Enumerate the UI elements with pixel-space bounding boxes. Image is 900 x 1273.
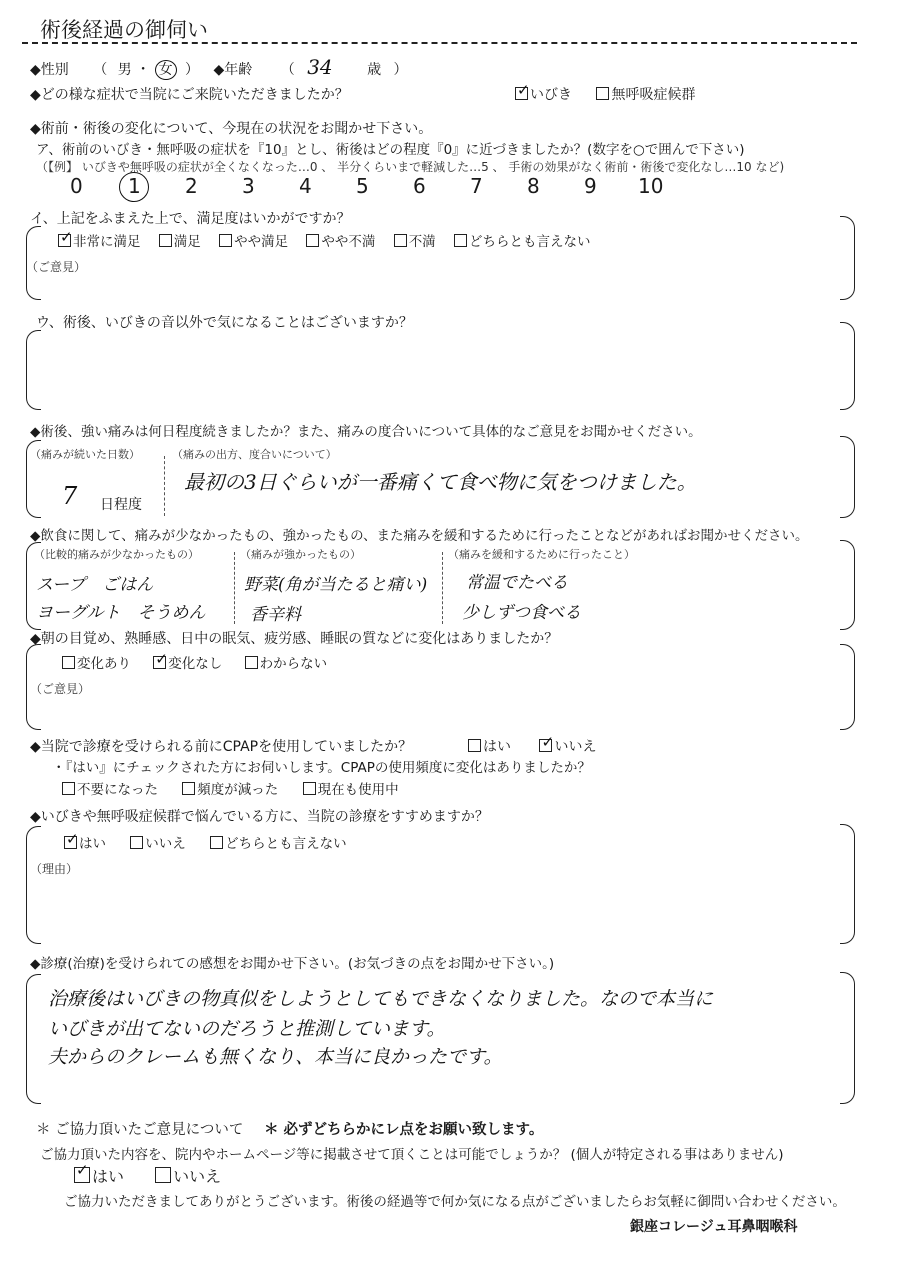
recommend-neutral-checkbox[interactable] [210,836,223,849]
footer-note-1: ＊ ご協力頂いたご意見について [36,1122,244,1138]
sat-somewhat-dissatisfied-label: やや不満 [321,234,376,250]
sat-somewhat-satisfied-label: やや満足 [234,234,289,250]
recommend-bracket-left [26,826,41,944]
recommend-reason-label: （理由） [30,862,79,876]
food-divider-1 [234,552,235,624]
pain-days-value[interactable]: 7 [62,482,78,510]
morning-no-change-label: 変化なし [168,656,223,672]
morning-bracket-right [840,644,855,730]
other-bracket-right [840,322,855,410]
q-recommend: ◆いびきや無呼吸症候群で悩んでいる方に、当院の診療をすすめますか？ [30,809,489,825]
consent-no-checkbox[interactable] [155,1167,171,1183]
food-col2-a[interactable]: 野菜(角が当たると痛い) [244,575,428,595]
q-other: ウ、術後、いびきの音以外で気になることはございますか？ [36,315,413,331]
q-pain: ◆術後、強い痛みは何日程度続きましたか？また、痛みの度合いについて具体的なご意見をお聞かせください。 [30,424,702,440]
footer-note-2: ＊ 必ずどちらかにレ点をお願い致します。 [263,1122,544,1138]
consent-yes-checkbox[interactable] [74,1167,90,1183]
snoring-checkbox[interactable] [515,87,528,100]
sat-satisfied-checkbox[interactable] [159,234,172,247]
morning-no-change-checkbox[interactable] [153,656,166,669]
recommend-neutral-label: どちらとも言えない [225,836,347,852]
age-value[interactable]: 34 [307,55,333,79]
food-col3-b[interactable]: 少しずつ食べる [462,603,581,623]
sat-very-satisfied-checkbox[interactable] [58,234,71,247]
gender-dot: ・ [136,62,151,78]
food-col1-a[interactable]: スープ ごはん [36,575,154,595]
q-cpap-sub: ・『はい』にチェックされた方にお伺いします。CPAPの使用頻度に変化はありましたか？ [52,760,591,776]
sat-somewhat-dissatisfied-checkbox[interactable] [306,234,319,247]
recommend-no-checkbox[interactable] [130,836,143,849]
impression-line-1[interactable]: 治療後はいびきの物真似をしようとしてもできなくなりました。なので本当に [48,988,714,1010]
food-col2-b[interactable]: 香辛料 [250,605,301,625]
pain-divider [164,456,165,516]
apnea-checkbox[interactable] [596,87,609,100]
scale-2[interactable]: 2 [185,174,198,198]
cpap-sub-options [62,778,399,798]
scale-selected-circle [119,172,149,202]
scale-3[interactable]: 3 [242,174,255,198]
q-symptom: ◆どの様な症状で当院にご来院いただきましたか？ [30,87,349,103]
age-close: ） [393,62,408,78]
clinic-name: 銀座コレージュ耳鼻咽喉科 [630,1219,798,1235]
profile-row [30,55,408,79]
scale-9[interactable]: 9 [584,174,597,198]
q-change: ◆術前・術後の変化について、今現在の状況をお聞かせ下さい。 [30,121,433,137]
sat-neutral-checkbox[interactable] [454,234,467,247]
cpap-options [468,736,596,756]
sat-dissatisfied-checkbox[interactable] [394,234,407,247]
morning-changed-checkbox[interactable] [62,656,75,669]
age-unit: 歳 [367,62,382,78]
pain-degree-answer[interactable]: 最初の3日ぐらいが一番痛くて食べ物に気をつけました。 [184,470,697,494]
sat-neutral-label: どちらとも言えない [468,234,591,250]
cpap-reduced-checkbox[interactable] [182,782,195,795]
food-col1-label: （比較的痛みが少なかったもの） [34,548,199,561]
satisfaction-bracket-right [840,216,855,300]
gender-female[interactable]: 女 [155,60,177,80]
cpap-yes-checkbox[interactable] [468,739,481,752]
sat-very-satisfied-label: 非常に満足 [73,234,141,250]
consent-options [74,1164,221,1187]
age-open: （ [280,62,295,78]
other-bracket-left [26,330,41,410]
title-underline [22,42,857,44]
gender-open: （ [93,62,108,78]
impression-bracket-right [840,972,855,1104]
q-satisfaction: イ、上記をふまえた上で、満足度はいかがですか？ [30,211,351,227]
impression-bracket-left [26,974,41,1104]
recommend-no-label: いいえ [145,836,186,852]
cpap-still-using-checkbox[interactable] [303,782,316,795]
pain-days-unit: 日程度 [100,497,142,513]
food-col2-label: （痛みが強かったもの） [240,548,361,561]
scale-1[interactable]: 1 [128,174,141,198]
scale-7[interactable]: 7 [470,174,483,198]
thanks-text: ご協力いただきましてありがとうございます。術後の経過等で何か気になる点がございましたらお気軽に御問い合わせください。 [64,1194,846,1210]
example-open: （ [36,160,49,174]
snoring-label: いびき [530,87,572,103]
cpap-still-using-label: 現在も使用中 [317,782,399,798]
scale-6[interactable]: 6 [413,174,426,198]
q-morning: ◆朝の目覚め、熟睡感、日中の眠気、疲労感、睡眠の質などに変化はありましたか？ [30,631,559,647]
apnea-label: 無呼吸症候群 [611,87,696,103]
scale-5[interactable]: 5 [356,174,369,198]
q-food: ◆飲食に関して、痛みが少なかったもの、強かったもの、また痛みを緩和するために行ったことなどがあればお聞かせください。 [30,528,809,544]
q-cpap: ◆当院で診療を受けられる前にCPAPを使用していましたか？ [30,739,413,755]
cpap-reduced-label: 頻度が減った [197,782,279,798]
satisfaction-comment-label: （ご意見） [26,260,87,274]
sat-satisfied-label: 満足 [173,234,201,250]
pain-degree-label: （痛みの出方、度合いについて） [172,448,337,461]
footer-notes [36,1118,543,1139]
scale-8[interactable]: 8 [527,174,540,198]
gender-male[interactable]: 男 [117,62,132,78]
morning-comment-label: （ご意見） [30,682,91,696]
sat-somewhat-satisfied-checkbox[interactable] [219,234,232,247]
satisfaction-options [58,230,590,250]
q-change-sub-a: ア、術前のいびき・無呼吸の症状を『10』とし、術後はどの程度『0』に近づきましたか？(数字を○で囲んで下さい) [36,142,745,158]
consent-question: ご協力頂いた内容を、院内やホームページ等に掲載させて頂くことは可能でしょうか？ (個人が特定される事はありません) [40,1147,784,1163]
consent-no-label: いいえ [173,1167,222,1186]
morning-changed-label: 変化あり [77,656,131,672]
food-col1-b[interactable]: ヨーグルト そうめん [36,603,206,623]
q-change-example [36,158,784,175]
scale-10[interactable]: 10 [638,174,664,198]
age-label: ◆年齢 [213,62,253,78]
pain-days-label: （痛みが続いた日数） [30,448,140,461]
recommend-yes-checkbox[interactable] [64,836,77,849]
cpap-unneeded-label: 不要になった [77,782,158,798]
recommend-yes-label: はい [79,836,106,852]
scale-0[interactable]: 0 [70,174,83,198]
scale-4[interactable]: 4 [299,174,312,198]
page-title: 術後経過の御伺い [40,18,208,42]
morning-unknown-label: わからない [259,656,328,672]
food-col3-a[interactable]: 常温でたべる [466,573,568,593]
impression-line-2[interactable]: いびきが出てないのだろうと推測しています。 [48,1018,446,1040]
sat-dissatisfied-label: 不満 [408,234,436,250]
recommend-bracket-right [840,824,855,944]
impression-line-3[interactable]: 夫からのクレームも無くなり、本当に良かったです。 [48,1046,503,1068]
morning-options [62,652,327,672]
pain-bracket-right [840,436,855,518]
cpap-no-checkbox[interactable] [539,739,552,752]
q-impression: ◆診療(治療)を受けられての感想をお聞かせ下さい。(お気づきの点をお聞かせ下さい。) [30,956,555,972]
cpap-yes-label: はい [483,739,511,755]
example-text: 【例】 いびきや無呼吸の症状が全くなくなった…0 、 半分くらいまで軽減した…5 、 手術の効果がなく術前・術後で変化なし…10 など) [48,160,785,174]
cpap-no-label: いいえ [554,739,597,755]
gender-close: ） [185,62,200,78]
consent-yes-label: はい [92,1167,125,1186]
cpap-unneeded-checkbox[interactable] [62,782,75,795]
morning-unknown-checkbox[interactable] [245,656,258,669]
symptom-options [515,84,695,104]
gender-label: ◆性別 [30,62,69,78]
food-divider-2 [442,552,443,624]
recommend-options [64,832,347,852]
food-bracket-right [840,540,855,630]
food-col3-label: （痛みを緩和するために行ったこと） [448,548,635,561]
